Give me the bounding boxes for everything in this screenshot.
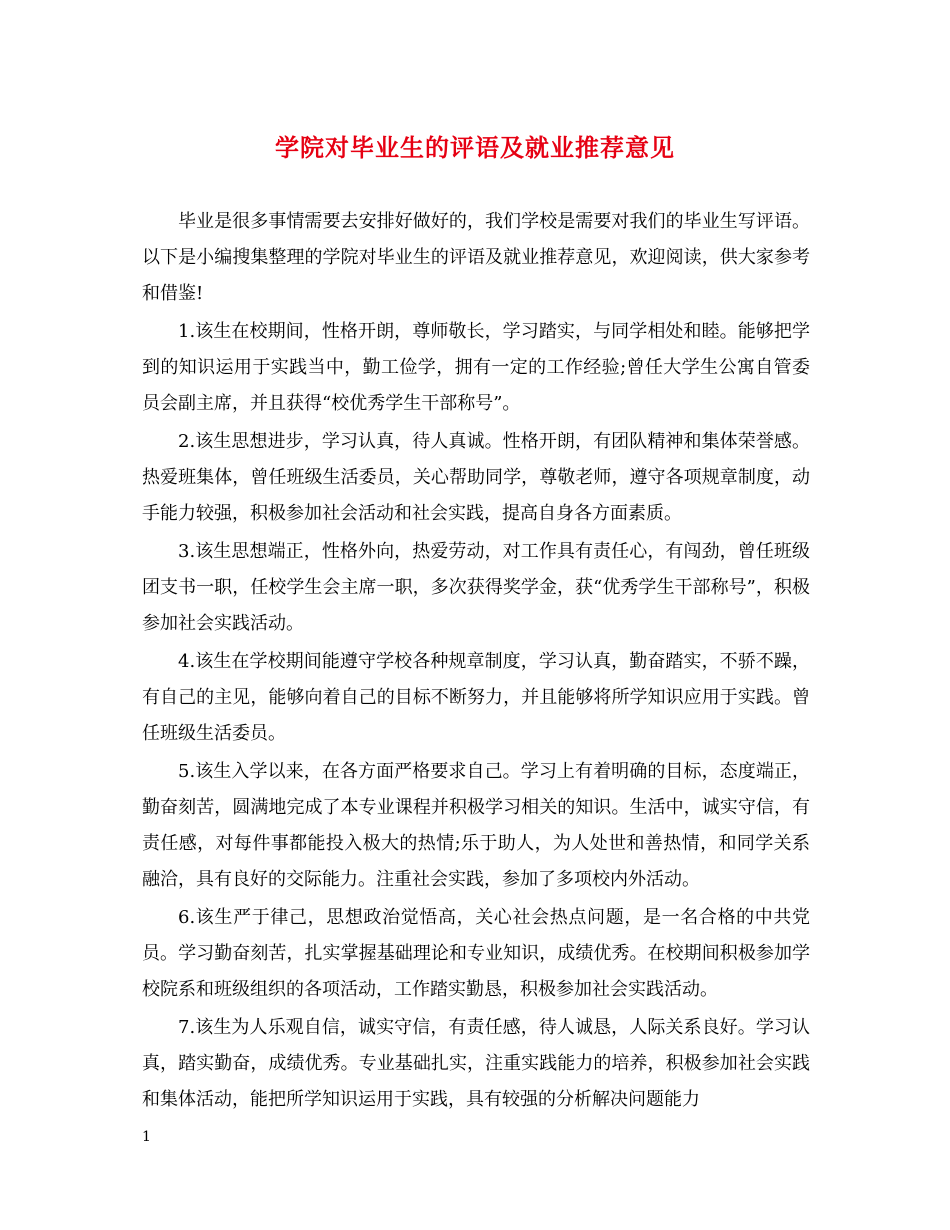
comment-paragraph-1: 1.该生在校期间，性格开朗，尊师敬长，学习踏实，与同学相处和睦。能够把学到的知识运用于实践当中，勤工俭学，拥有一定的工作经验;曾任大学生公寓自管委员会副主席，并且获得“校优秀学生干部称号”。 xyxy=(142,321,810,414)
comment-paragraph-7: 7.该生为人乐观自信，诚实守信，有责任感，待人诚恳，人际关系良好。学习认真，踏实勤奋，成绩优秀。专业基础扎实，注重实践能力的培养，积极参加社会实践和集体活动，能把所学知识运用于实践，具有较强的分析解决问题能力 xyxy=(142,1017,810,1110)
page-number: 1 xyxy=(142,1129,151,1145)
document-title: 学院对毕业生的评语及就业推荐意见 xyxy=(275,134,675,162)
comment-paragraph-4: 4.该生在学校期间能遵守学校各种规章制度，学习认真，勤奋踏实，不骄不躁，有自己的主见，能够向着自己的目标不断努力，并且能够将所学知识应用于实践。曾任班级生活委员。 xyxy=(142,651,810,744)
document-body xyxy=(142,204,810,1120)
comment-paragraph-2: 2.该生思想进步，学习认真，待人真诚。性格开朗，有团队精神和集体荣誉感。热爱班集体，曾任班级生活委员，关心帮助同学，尊敬老师，遵守各项规章制度，动手能力较强，积极参加社会活动和社会实践，提高自身各方面素质。 xyxy=(142,431,810,524)
intro-paragraph: 毕业是很多事情需要去安排好做好的，我们学校是需要对我们的毕业生写评语。以下是小编搜集整理的学院对毕业生的评语及就业推荐意见，欢迎阅读，供大家参考和借鉴! xyxy=(142,211,810,304)
comment-paragraph-6: 6.该生严于律己，思想政治觉悟高，关心社会热点问题，是一名合格的中共党员。学习勤奋刻苦，扎实掌握基础理论和专业知识，成绩优秀。在校期间积极参加学校院系和班级组织的各项活动，工作踏实勤恳，积极参加社会实践活动。 xyxy=(142,907,810,1000)
comment-paragraph-3: 3.该生思想端正，性格外向，热爱劳动，对工作具有责任心，有闯劲，曾任班级团支书一职，任校学生会主席一职，多次获得奖学金，获“优秀学生干部称号”，积极参加社会实践活动。 xyxy=(142,541,810,634)
comment-paragraph-5: 5.该生入学以来，在各方面严格要求自己。学习上有着明确的目标，态度端正，勤奋刻苦，圆满地完成了本专业课程并积极学习相关的知识。生活中，诚实守信，有责任感，对每件事都能投入极大的热情;乐于助人，为人处世和善热情，和同学关系融洽，具有良好的交际能力。注重社会实践，参加了多项校内外活动。 xyxy=(142,761,810,890)
